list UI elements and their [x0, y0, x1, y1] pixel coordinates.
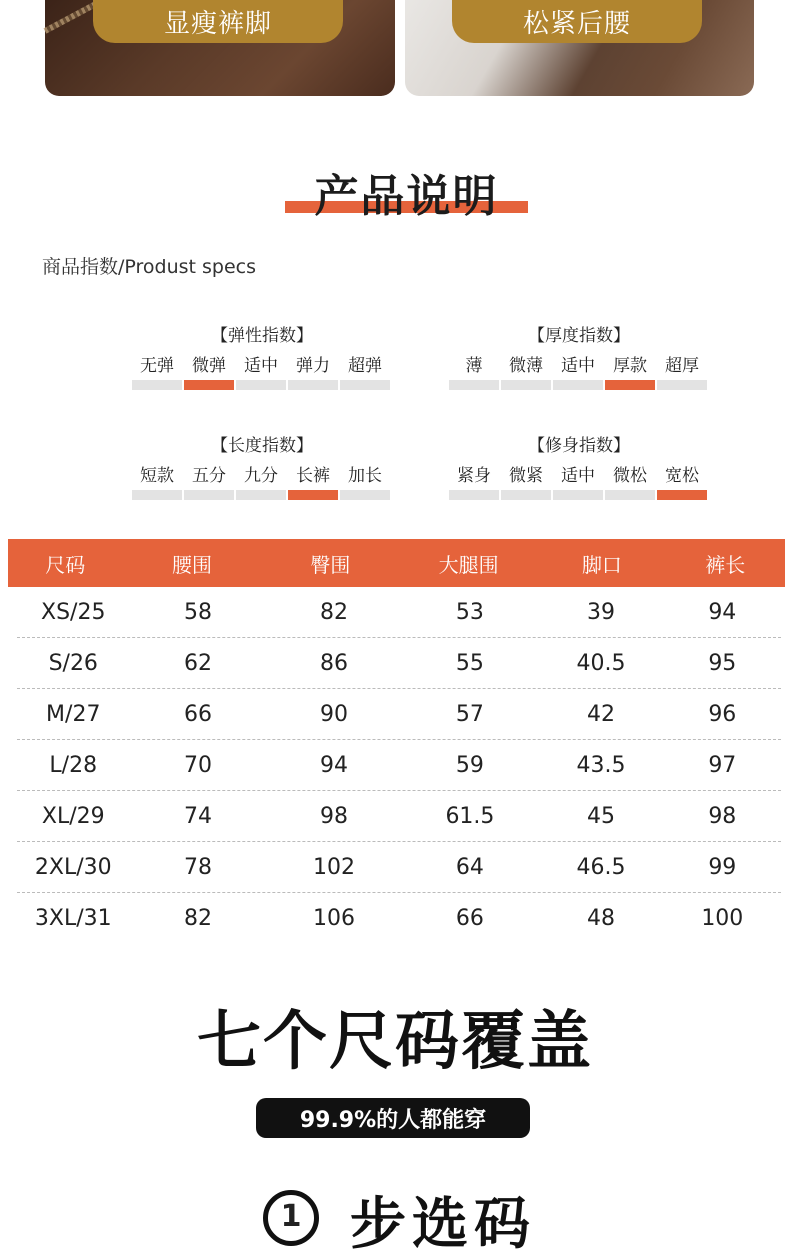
index-option	[657, 354, 707, 390]
table-cell: 70	[183, 752, 212, 778]
table-cell: XS/25	[41, 599, 106, 625]
table-cell: 90	[319, 701, 348, 727]
elasticity-index	[132, 321, 392, 390]
thickness-index	[449, 321, 709, 390]
table-header-cell: 裤长	[705, 552, 746, 577]
index-options	[132, 354, 392, 390]
index-option	[132, 464, 182, 500]
length-index	[132, 431, 392, 500]
table-cell: L/28	[49, 752, 98, 778]
table-cell: M/27	[46, 701, 101, 727]
table-cell: 66	[455, 906, 484, 931]
index-option-label: 五分	[192, 466, 226, 486]
index-option-label: 九分	[244, 466, 278, 486]
table-cell: 82	[183, 906, 212, 931]
index-option	[184, 354, 234, 390]
step-number: 1	[263, 1190, 319, 1246]
step-title: 步选码	[350, 1192, 536, 1257]
index-option	[657, 464, 707, 500]
index-option	[553, 354, 603, 390]
table-cell: 82	[319, 599, 348, 625]
index-option-indicator-active	[288, 490, 338, 500]
index-option-indicator	[501, 380, 551, 390]
table-cell: 96	[708, 701, 737, 727]
index-option	[501, 464, 551, 500]
index-option	[236, 354, 286, 390]
table-cell: 59	[455, 752, 484, 778]
table-row	[17, 740, 781, 791]
table-header-cell: 腰围	[172, 552, 213, 577]
index-option	[184, 464, 234, 500]
table-row	[17, 587, 781, 638]
table-cell: 58	[183, 599, 212, 625]
index-option-label: 适中	[561, 466, 595, 486]
table-cell: 98	[708, 803, 737, 829]
index-option-indicator	[288, 380, 338, 390]
table-cell: 3XL/31	[34, 906, 112, 931]
index-option	[449, 464, 499, 500]
table-cell: 2XL/30	[34, 854, 112, 880]
table-cell: 40.5	[576, 650, 626, 676]
table-header-cell: 大腿围	[438, 552, 499, 577]
index-option-label: 厚款	[613, 356, 647, 376]
index-option-indicator	[501, 490, 551, 500]
coverage-badge: 99.9%的人都能穿	[256, 1098, 530, 1138]
table-cell: 43.5	[576, 752, 626, 778]
index-option-indicator	[132, 490, 182, 500]
table-cell: 62	[183, 650, 212, 676]
table-cell: 102	[312, 854, 355, 880]
table-cell: 99	[708, 854, 737, 880]
index-option	[236, 464, 286, 500]
table-row	[17, 842, 781, 893]
table-cell: 61.5	[445, 803, 495, 829]
table-cell: 106	[312, 906, 355, 931]
table-row	[17, 893, 781, 944]
index-option-indicator-active	[657, 490, 707, 500]
index-option	[449, 354, 499, 390]
table-cell: 39	[587, 599, 616, 625]
index-option-label: 加长	[348, 466, 382, 486]
index-options	[449, 354, 709, 390]
index-option-label: 微弹	[192, 356, 226, 376]
index-options	[449, 464, 709, 500]
index-option-indicator-active	[605, 380, 655, 390]
index-option-label: 长裤	[296, 466, 330, 486]
table-cell: 64	[455, 854, 484, 880]
index-option-label: 微松	[613, 466, 647, 486]
table-cell: 98	[319, 803, 348, 829]
index-option-label: 薄	[465, 356, 483, 376]
table-header-cell: 臀围	[310, 552, 351, 577]
table-cell: 48	[587, 906, 616, 931]
index-title: 【厚度指数】	[528, 326, 630, 346]
index-option-indicator	[132, 380, 182, 390]
index-option-label: 宽松	[665, 466, 699, 486]
table-cell: 66	[183, 701, 212, 727]
index-option-indicator-active	[184, 380, 234, 390]
section-title: 产品说明	[314, 171, 499, 222]
index-option-label: 微薄	[509, 356, 543, 376]
table-cell: 74	[183, 803, 212, 829]
index-option-label: 适中	[561, 356, 595, 376]
index-option-label: 超弹	[348, 356, 382, 376]
size-table	[8, 539, 785, 944]
index-option-label: 超厚	[665, 356, 699, 376]
table-cell: 94	[319, 752, 348, 778]
table-header-cell: 尺码	[45, 552, 86, 577]
table-cell: 57	[455, 701, 484, 727]
table-cell: 100	[701, 906, 744, 931]
table-cell: 94	[708, 599, 737, 625]
table-cell: XL/29	[41, 803, 105, 829]
index-title: 【修身指数】	[528, 436, 630, 456]
feature-label-waist: 松紧后腰	[452, 0, 702, 43]
table-cell: 42	[587, 701, 616, 727]
index-option-indicator	[553, 380, 603, 390]
index-option-label: 短款	[140, 466, 174, 486]
table-header-cell: 脚口	[581, 552, 622, 577]
index-option-indicator	[605, 490, 655, 500]
index-option-indicator	[657, 380, 707, 390]
table-cell: 78	[183, 854, 212, 880]
fit-index	[449, 431, 709, 500]
index-option	[501, 354, 551, 390]
index-option-label: 适中	[244, 356, 278, 376]
table-cell: S/26	[48, 650, 98, 676]
index-option	[288, 464, 338, 500]
size-table-header	[8, 539, 785, 587]
index-option-indicator	[340, 380, 390, 390]
index-option	[553, 464, 603, 500]
index-title: 【弹性指数】	[211, 326, 313, 346]
table-cell: 95	[708, 650, 737, 676]
index-option-indicator	[236, 490, 286, 500]
table-cell: 86	[319, 650, 348, 676]
index-option-indicator	[553, 490, 603, 500]
table-cell: 55	[455, 650, 484, 676]
index-title: 【长度指数】	[211, 436, 313, 456]
index-option	[605, 354, 655, 390]
table-row	[17, 791, 781, 842]
index-option	[288, 354, 338, 390]
index-option-indicator	[184, 490, 234, 500]
index-option-indicator	[340, 490, 390, 500]
index-option	[340, 464, 390, 500]
table-cell: 97	[708, 752, 737, 778]
table-row	[17, 638, 781, 689]
index-option-label: 微紧	[509, 466, 543, 486]
table-cell: 53	[455, 599, 484, 625]
size-table-body	[8, 587, 785, 944]
index-option-label: 弹力	[296, 356, 330, 376]
feature-label-hem: 显瘦裤脚	[93, 0, 343, 43]
index-option	[340, 354, 390, 390]
specs-label: 商品指数/Produst specs	[42, 256, 257, 278]
index-option-label: 紧身	[457, 466, 491, 486]
table-cell: 45	[587, 803, 616, 829]
index-option	[605, 464, 655, 500]
index-options	[132, 464, 392, 500]
index-option-indicator	[236, 380, 286, 390]
size-coverage-headline: 七个尺码覆盖	[197, 1005, 593, 1079]
index-option-label: 无弹	[140, 356, 174, 376]
table-cell: 46.5	[576, 854, 626, 880]
index-option-indicator	[449, 380, 499, 390]
table-row	[17, 689, 781, 740]
index-option-indicator	[449, 490, 499, 500]
index-option	[132, 354, 182, 390]
